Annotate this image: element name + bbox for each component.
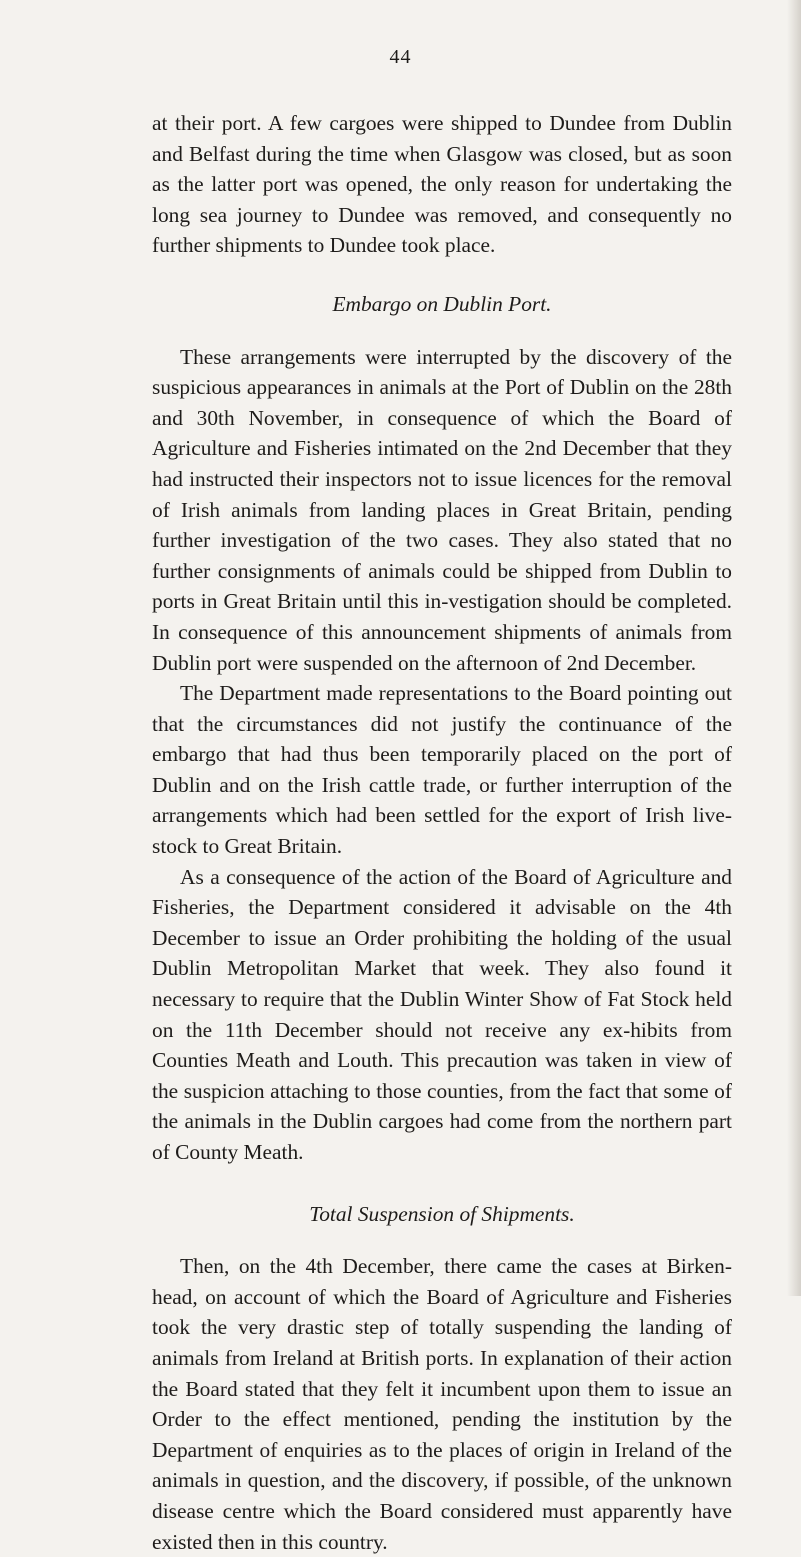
paragraph-department-representations: The Department made representations to the Board pointing out that the circumstances did not justify the continuance of the embargo that had thus been temporarily placed on the port of Dublin and on the Irish cattle trade, or further interruption of the arrangements which had been settled for the export of Irish live-stock to Great Britain. <box>152 681 732 859</box>
paragraph-total-suspension: Then, on the 4th December, there came the cases at Birken-head, on account of which the Board of Agriculture and Fisheries took the very drastic step of totally suspending the landing of animals from Ireland at British ports. In explanation of their action the Board stated that they felt it incumbent upon them to issue an Order to the effect mentioned, pending the institution by the Department of enquiries as to the places of origin in Ireland of the animals in question, and the discovery, if possible, of the unknown disease centre which the Board considered must apparently have existed then in this country. <box>152 1254 732 1554</box>
body-text <box>152 108 732 1557</box>
page-number: 44 <box>389 46 412 68</box>
page-edge-shadow <box>787 0 801 1296</box>
section-heading-total-suspension: Total Suspension of Shipments. <box>309 1201 575 1226</box>
section-heading-embargo: Embargo on Dublin Port. <box>332 291 552 316</box>
paragraph-embargo-intro: These arrangements were interrupted by the discovery of the suspicious appearances in animals at the Port of Dublin on the 28th and 30th November, in consequence of which the Board of Agriculture and Fisheries intimated on the 2nd December that they had instructed their inspectors not to issue licences for the removal of Irish animals from landing places in Great Britain, pending further investigation of the two cases. They also stated that no further consignments of animals could be shipped from Dublin to ports in Great Britain until this in-vestigation should be completed. In consequence of this announcement shipments of animals from Dublin port were suspended on the afternoon of 2nd December. <box>152 344 732 675</box>
paragraph-market-prohibition: As a consequence of the action of the Board of Agriculture and Fisheries, the Department considered it advisable on the 4th December to issue an Order prohibiting the holding of the usual Dublin Metropolitan Market that week. They also found it necessary to require that the Dublin Winter Show of Fat Stock held on the 11th December should not receive any ex-hibits from Counties Meath and Louth. This precaution was taken in view of the suspicion attaching to those counties, from the fact that some of the animals in the Dublin cargoes had come from the northern part of County Meath. <box>152 864 732 1164</box>
paragraph-continuation: at their port. A few cargoes were shipped to Dundee from Dublin and Belfast during the time when Glasgow was closed, but as soon as the latter port was opened, the only reason for undertaking the long sea journey to Dundee was removed, and consequently no further shipments to Dundee took place. <box>152 111 732 258</box>
